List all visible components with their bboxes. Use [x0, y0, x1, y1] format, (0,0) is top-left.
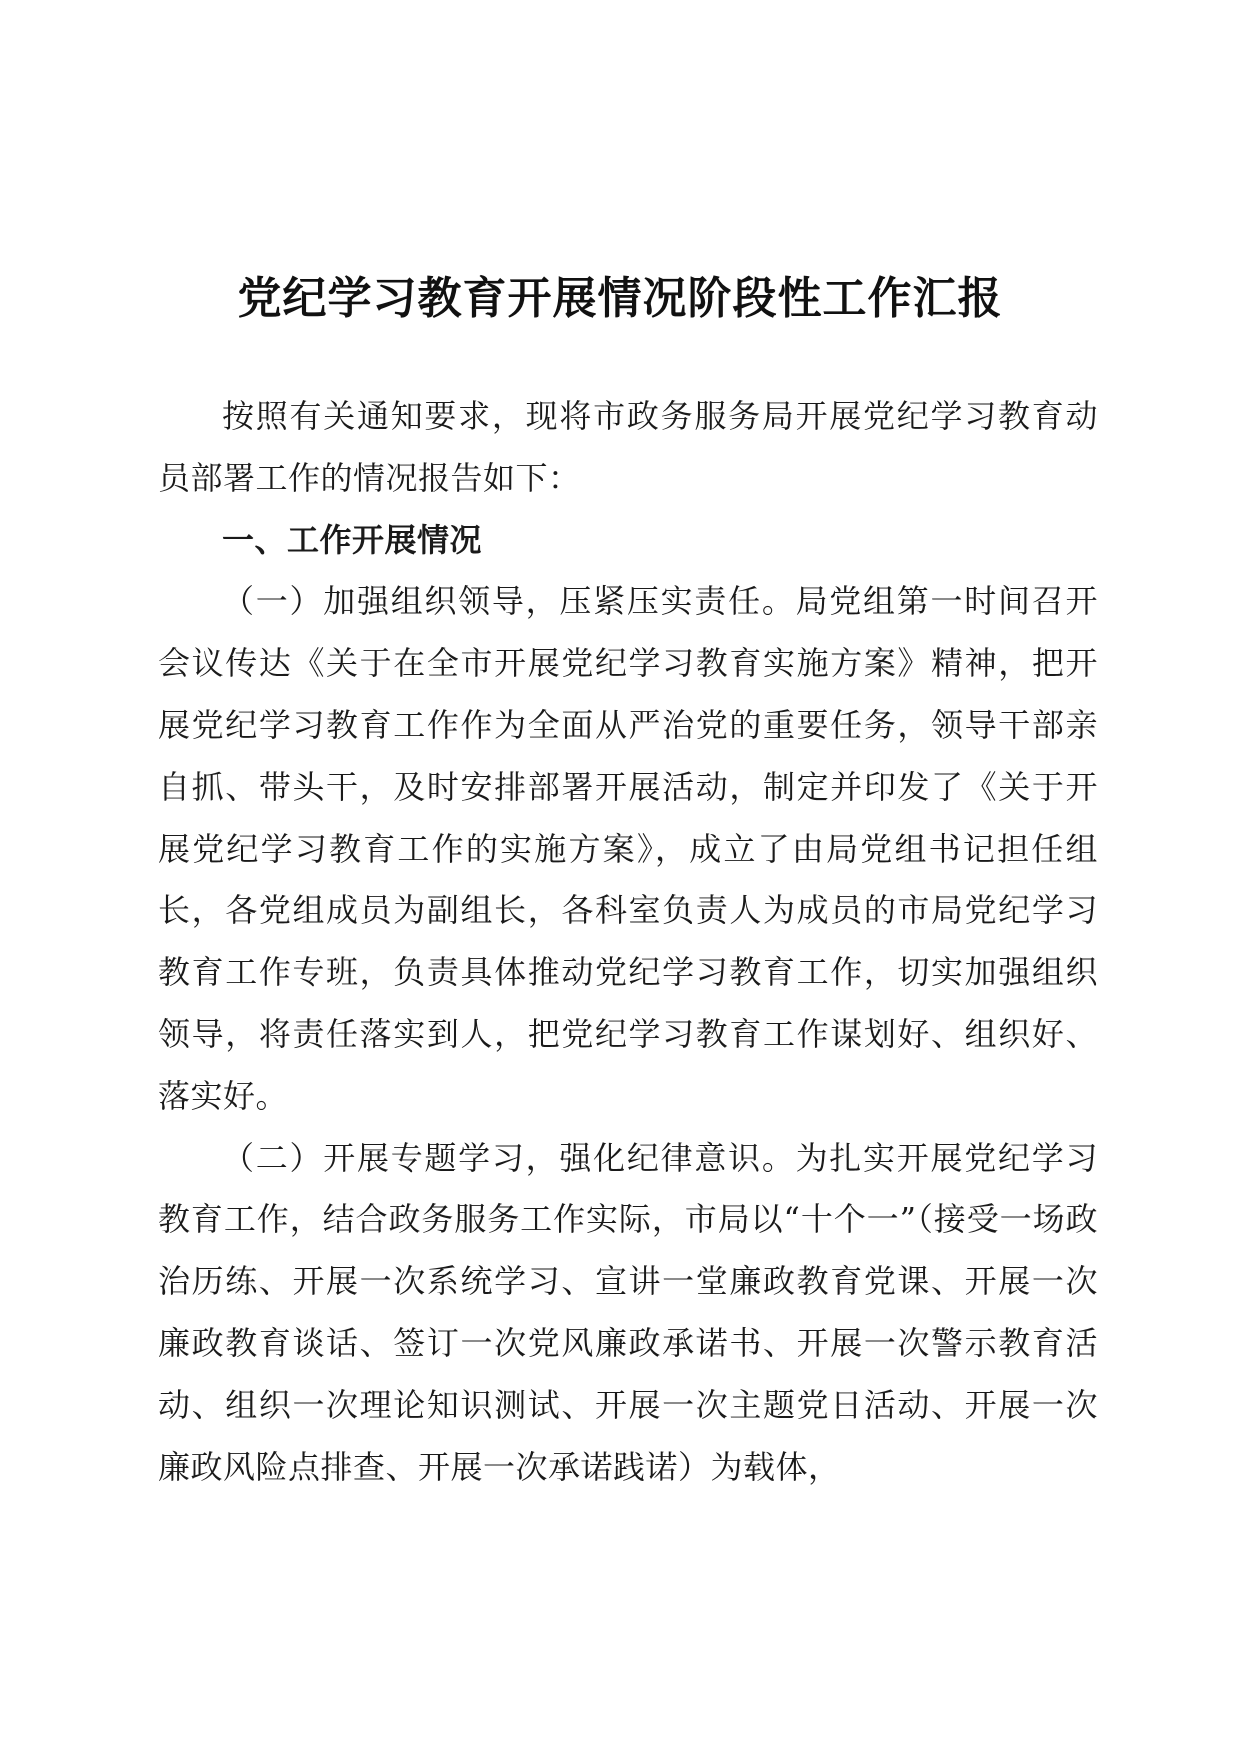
intro-paragraph: 按照有关通知要求，现将市政务服务局开展党纪学习教育动员部署工作的情况报告如下： — [158, 397, 1098, 497]
section-heading: 一、工作开展情况 — [222, 520, 483, 559]
document-title: 党纪学习教育开展情况阶段性工作汇报 — [237, 273, 1003, 325]
body-paragraph-2: （二）开展专题学习，强化纪律意识。为扎实开展党纪学习教育工作，结合政务服务工作实际，市局以“十个一”（接受一场政治历练、开展一次系统学习、宣讲一堂廉政教育党课、开展一次廉政教育谈话、签订一次党风廉政承诺书、开展一次警示教育活动、组织一次理论知识测试、开展一次主题党日活动、开展一次廉政风险点排查、开展一次承诺践诺）为载体， — [158, 1138, 1098, 1486]
document-body — [158, 386, 1098, 1498]
body-paragraph-1: （一）加强组织领导，压紧压实责任。局党组第一时间召开会议传达《关于在全市开展党纪学习教育实施方案》精神，把开展党纪学习教育工作作为全面从严治党的重要任务，领导干部亲自抓、带头干，及时安排部署开展活动，制定并印发了《关于开展党纪学习教育工作的实施方案》，成立了由局党组书记担任组长，各党组成员为副组长，各科室负责人为成员的市局党纪学习教育工作专班，负责具体推动党纪学习教育工作，切实加强组织领导，将责任落实到人，把党纪学习教育工作谋划好、组织好、落实好。 — [158, 582, 1098, 1115]
